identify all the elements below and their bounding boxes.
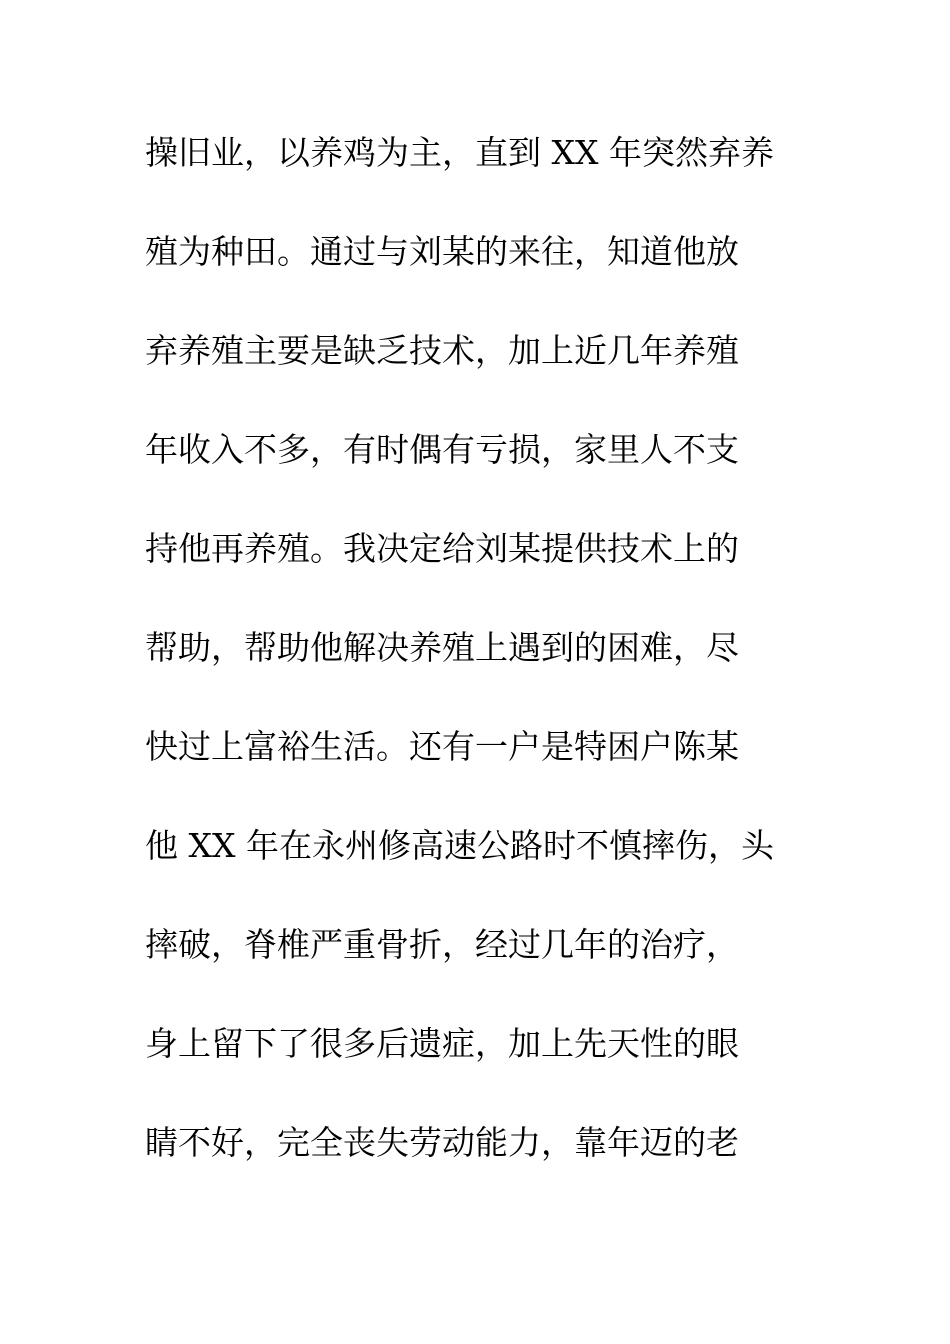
text-line: 摔破，脊椎严重骨折，经过几年的治疗，: [145, 925, 739, 964]
text-line: 持他再养殖。我决定给刘某提供技术上的: [145, 529, 739, 568]
text-line: 身上留下了很多后遗症，加上先天性的眼: [145, 1024, 739, 1063]
text-line: 睛不好，完全丧失劳动能力，靠年迈的老: [145, 1123, 739, 1162]
text-line: 他 XX 年在永州修高速公路时不慎摔伤，头: [145, 826, 774, 865]
text-line: 帮助，帮助他解决养殖上遇到的困难，尽: [145, 628, 739, 667]
text-line: 快过上富裕生活。还有一户是特困户陈某: [145, 727, 739, 766]
text-line: 年收入不多，有时偶有亏损，家里人不支: [145, 430, 739, 469]
text-line: 弃养殖主要是缺乏技术，加上近几年养殖: [145, 331, 739, 370]
document-body: [145, 126, 815, 1215]
text-line: 操旧业，以养鸡为主，直到 XX 年突然弃养: [145, 133, 774, 172]
text-line: 殖为种田。通过与刘某的来往，知道他放: [145, 232, 739, 271]
